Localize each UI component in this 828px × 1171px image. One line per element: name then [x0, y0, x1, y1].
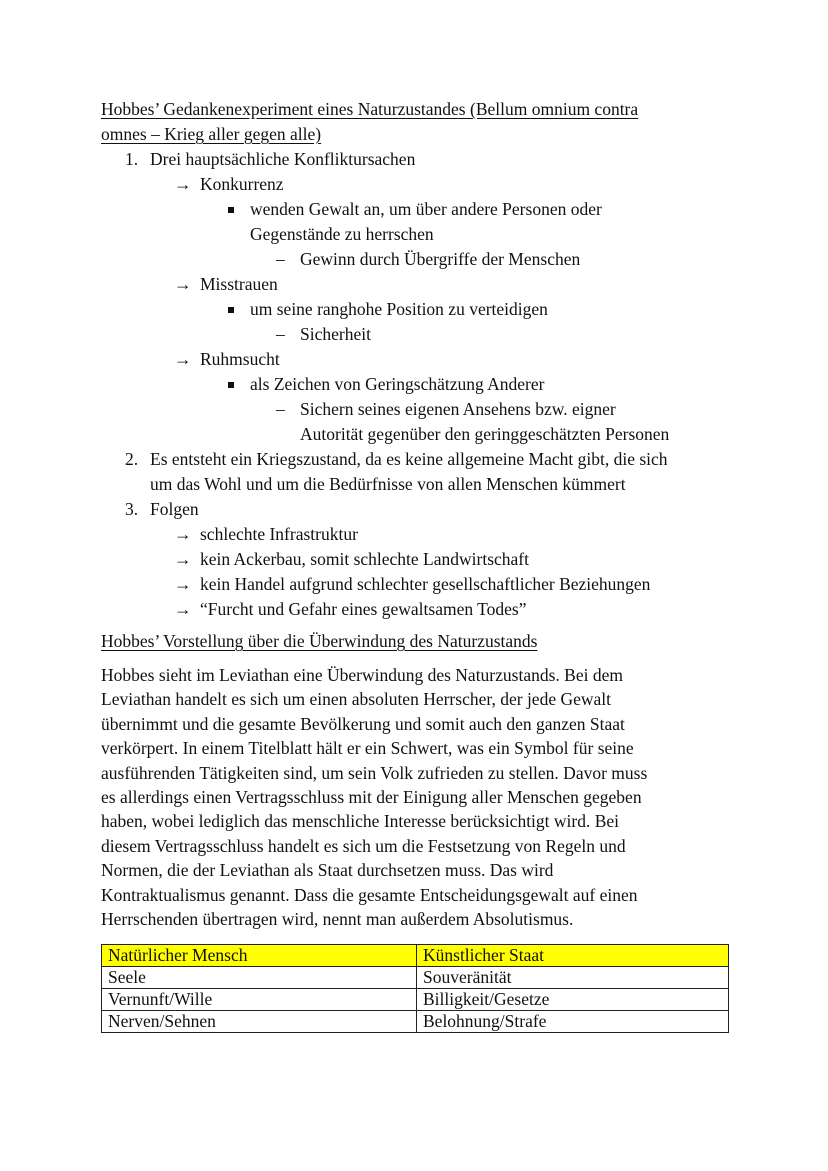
table-row [102, 967, 729, 989]
table-header-row [102, 945, 729, 967]
dash-point: – Sichern seines eigenen Ansehens bzw. eigner Autorität gegenüber den geringgeschätzten Personen [276, 399, 670, 444]
table-cell: Seele [102, 967, 417, 989]
table-cell: Vernunft/Wille [102, 989, 417, 1011]
table-header-cell: Natürlicher Mensch [102, 945, 417, 967]
body-paragraph: Hobbes sieht im Leviathan eine Überwindung des Naturzustands. Bei dem Leviathan handelt es sich um einen absoluten Herrscher, der jede Gewalt übernimmt und die gesamte Bevölkerung und somit auch den ganzen Staat verkörpert. In einem Titelblatt hält er ein Schwert, was ein Symbol für seine ausführenden Tätigkeiten sind, um sein Volk zufrieden zu stellen. Davor muss es allerdings einen Vertragsschluss mit der Einigung aller Menschen gegeben haben, wobei lediglich das menschliche Interesse berücksichtigt wird. Bei diesem Vertragsschluss handelt es sich um die Festsetzung von Regeln und Normen, die der Leviathan als Staat durchsetzen muss. Das wird Kontraktualismus genannt. Dass die gesamte Entscheidungsgewalt auf einen Herrschenden übertragen wird, nennt man außerdem Absolutismus. [101, 665, 648, 930]
dash-icon: – [276, 324, 285, 344]
dash-point: – Sicherheit [101, 322, 729, 347]
bullet-point: um seine ranghohe Position zu verteidigen [101, 297, 729, 322]
section-title-naturzustand: Hobbes’ Gedankenexperiment eines Naturzustandes (Bellum omnium contra omnes – Krieg aller gegen alle) [101, 99, 639, 144]
list-item-text: Drei hauptsächliche Konfliktursachen [150, 149, 416, 169]
arrow-right-icon: → [174, 349, 192, 369]
square-bullet-icon [228, 382, 234, 388]
square-bullet-icon [228, 207, 234, 213]
table-row [102, 1011, 729, 1033]
consequence-item: → kein Handel aufgrund schlechter gesellschaftlicher Beziehungen [101, 572, 729, 597]
arrow-right-icon: → [174, 549, 192, 569]
cause-misstrauen: → Misstrauen [101, 272, 729, 297]
square-bullet-icon [228, 307, 234, 313]
list-number: 1. [125, 149, 139, 169]
list-item-1 [101, 147, 729, 172]
document-page [101, 97, 729, 1033]
table-cell: Nerven/Sehnen [102, 1011, 417, 1033]
dash-point: – Gewinn durch Übergriffe der Menschen [101, 247, 729, 272]
list-item-2: 2. Es entsteht ein Kriegszustand, da es keine allgemeine Macht gibt, die sich um das Wohl und um die Bedürfnisse von allen Menschen kümmert [125, 449, 668, 494]
consequence-item: → schlechte Infrastruktur [101, 522, 729, 547]
arrow-right-icon: → [174, 174, 192, 194]
dash-icon: – [276, 399, 285, 419]
list-number: 3. [125, 499, 139, 519]
bullet-point: wenden Gewalt an, um über andere Personen oder Gegenstände zu herrschen [101, 197, 729, 247]
cause-ruhmsucht: → Ruhmsucht [101, 347, 729, 372]
consequence-item: → “Furcht und Gefahr eines gewaltsamen Todes” [101, 597, 729, 622]
arrow-right-icon: → [174, 274, 192, 294]
cause-konkurrenz: → Konkurrenz [101, 172, 729, 197]
section-title-ueberwindung: Hobbes’ Vorstellung über die Überwindung des Naturzustands [101, 631, 538, 651]
bullet-point: als Zeichen von Geringschätzung Anderer [101, 372, 729, 397]
dash-icon: – [276, 249, 285, 269]
table-header-cell: Künstlicher Staat [417, 945, 729, 967]
list-item-3: 3. Folgen [101, 497, 729, 522]
consequence-item: → kein Ackerbau, somit schlechte Landwirtschaft [101, 547, 729, 572]
table-row [102, 989, 729, 1011]
table-cell: Billigkeit/Gesetze [417, 989, 729, 1011]
comparison-table [101, 944, 729, 1033]
arrow-right-icon: → [174, 524, 192, 544]
arrow-right-icon: → [174, 599, 192, 619]
table-cell: Belohnung/Strafe [417, 1011, 729, 1033]
list-number: 2. [125, 449, 139, 469]
arrow-right-icon: → [174, 574, 192, 594]
table-cell: Souveränität [417, 967, 729, 989]
